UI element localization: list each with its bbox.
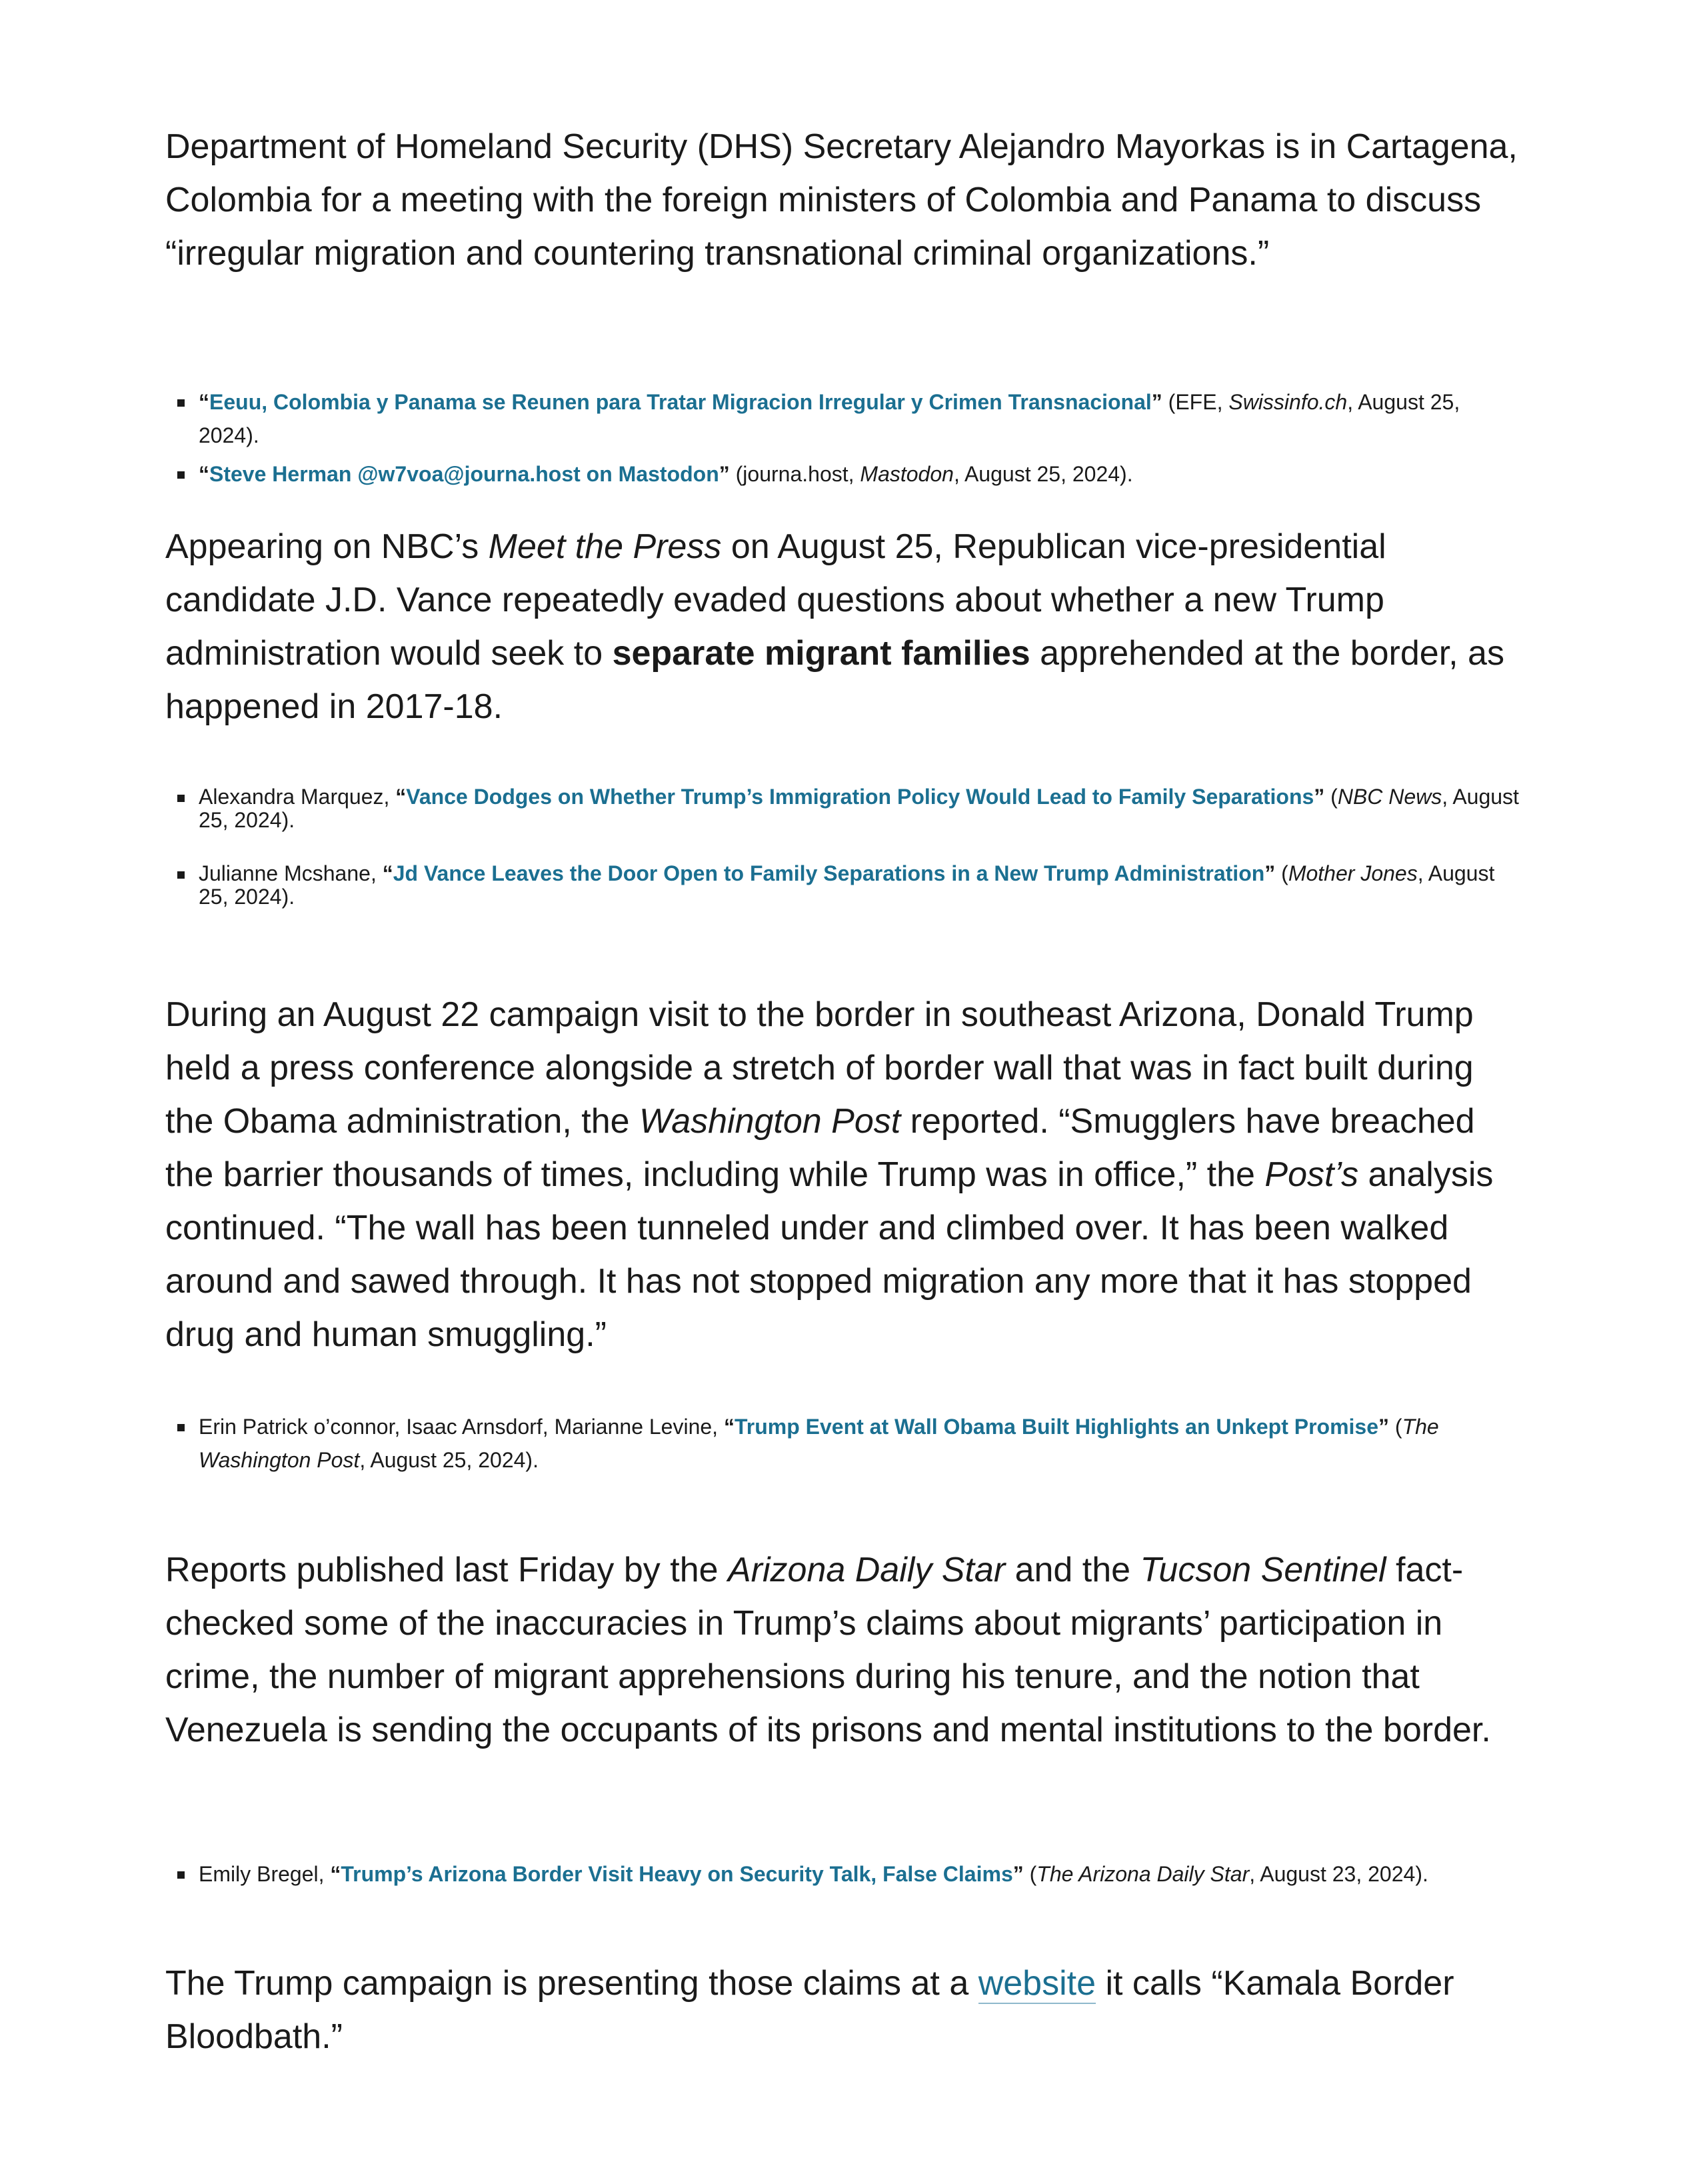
source-link[interactable]: Trump Event at Wall Obama Built Highlights an Unkept Promise: [734, 1415, 1379, 1439]
source-item: “Steve Herman @w7voa@journa.host on Mastodon” (journa.host, Mastodon, August 25, 2024).: [165, 457, 1525, 491]
bullet-icon: [177, 1424, 185, 1431]
paragraph-text: Department of Homeland Security (DHS) Secretary Alejandro Mayorkas is in Cartagena, Colombia for a meeting with the foreign ministers of Colombia and Panama to discuss “irregular migration and countering transnational criminal organizations.”: [165, 127, 1518, 273]
source-list: [165, 385, 1525, 491]
source-list: [165, 1410, 1525, 1477]
source-link[interactable]: Jd Vance Leaves the Door Open to Family Separations in a New Trump Administration: [393, 861, 1265, 885]
source-list: [165, 785, 1525, 909]
website-link[interactable]: website: [978, 1964, 1096, 2003]
source-author: Julianne Mcshane,: [199, 861, 383, 885]
bullet-icon: [177, 399, 185, 407]
source-link[interactable]: Eeuu, Colombia y Panama se Reunen para Tratar Migracion Irregular y Crimen Transnacional: [209, 390, 1152, 414]
paragraph-vance-family-separations: Appearing on NBC’s Meet the Press on August 25, Republican vice-presidential candidate J.D. Vance repeatedly evaded questions about whether a new Trump administration would seek to separate migrant families apprehended at the border, as happened in 2017-18.: [165, 527, 1504, 726]
paragraph-trump-border-visit: During an August 22 campaign visit to the border in southeast Arizona, Donald Trump held a press conference alongside a stretch of border wall that was in fact built during the Obama administration, the Washington Post reported. “Smugglers have breached the barrier thousands of times, including while Trump was in office,” the Post’s analysis continued. “The wall has been tunneled under and climbed over. It has been walked around and sawed through. It has not stopped migration any more that it has stopped drug and human smuggling.”: [165, 995, 1494, 1354]
source-link[interactable]: Trump’s Arizona Border Visit Heavy on Security Talk, False Claims: [341, 1862, 1013, 1886]
bullet-icon: [177, 471, 185, 479]
source-author: Erin Patrick o’connor, Isaac Arnsdorf, Marianne Levine,: [199, 1415, 724, 1439]
paragraph-mayorkas-meeting: [165, 120, 1525, 280]
paragraph-fact-checks: Reports published last Friday by the Arizona Daily Star and the Tucson Sentinel fact-checked some of the inaccuracies in Trump’s claims about migrants’ participation in crime, the number of migrant apprehensions during his tenure, and the notion that Venezuela is sending the occupants of its prisons and mental institutions to the border.: [165, 1551, 1491, 1749]
bullet-icon: [177, 871, 185, 879]
publication-name: The Washington Post: [199, 1415, 1439, 1472]
publication-name: Mastodon: [860, 462, 954, 486]
source-list: [165, 1857, 1525, 1891]
source-author: Alexandra Marquez,: [199, 785, 396, 809]
source-link[interactable]: Steve Herman @w7voa@journa.host on Mastodon: [209, 462, 719, 486]
source-item: Alexandra Marquez, “Vance Dodges on Whether Trump’s Immigration Policy Would Lead to Family Separations” (NBC News, August 25, 2024).: [165, 785, 1525, 832]
publication-name: The Arizona Daily Star: [1036, 1862, 1250, 1886]
source-item: Erin Patrick o’connor, Isaac Arnsdorf, Marianne Levine, “Trump Event at Wall Obama Built Highlights an Unkept Promise” (The Washington Post, August 25, 2024).: [165, 1410, 1525, 1477]
publication-name: NBC News: [1337, 785, 1442, 809]
source-author: Emily Bregel,: [199, 1862, 331, 1886]
publication-name: Swissinfo.ch: [1228, 390, 1348, 414]
publication-name: Mother Jones: [1288, 861, 1418, 885]
source-item: Emily Bregel, “Trump’s Arizona Border Visit Heavy on Security Talk, False Claims” (The Arizona Daily Star, August 23, 2024).: [165, 1857, 1525, 1891]
bullet-icon: [177, 1871, 185, 1879]
bullet-icon: [177, 795, 185, 802]
paragraph-campaign-website: The Trump campaign is presenting those claims at a website it calls “Kamala Border Bloodbath.”: [165, 1964, 1454, 2056]
source-item: Julianne Mcshane, “Jd Vance Leaves the Door Open to Family Separations in a New Trump Administration” (Mother Jones, August 25, 2024).: [165, 862, 1525, 909]
source-item: “Eeuu, Colombia y Panama se Reunen para Tratar Migracion Irregular y Crimen Transnacional” (EFE, Swissinfo.ch, August 25, 2024).: [165, 385, 1525, 452]
source-link[interactable]: Vance Dodges on Whether Trump’s Immigration Policy Would Lead to Family Separations: [406, 785, 1314, 809]
